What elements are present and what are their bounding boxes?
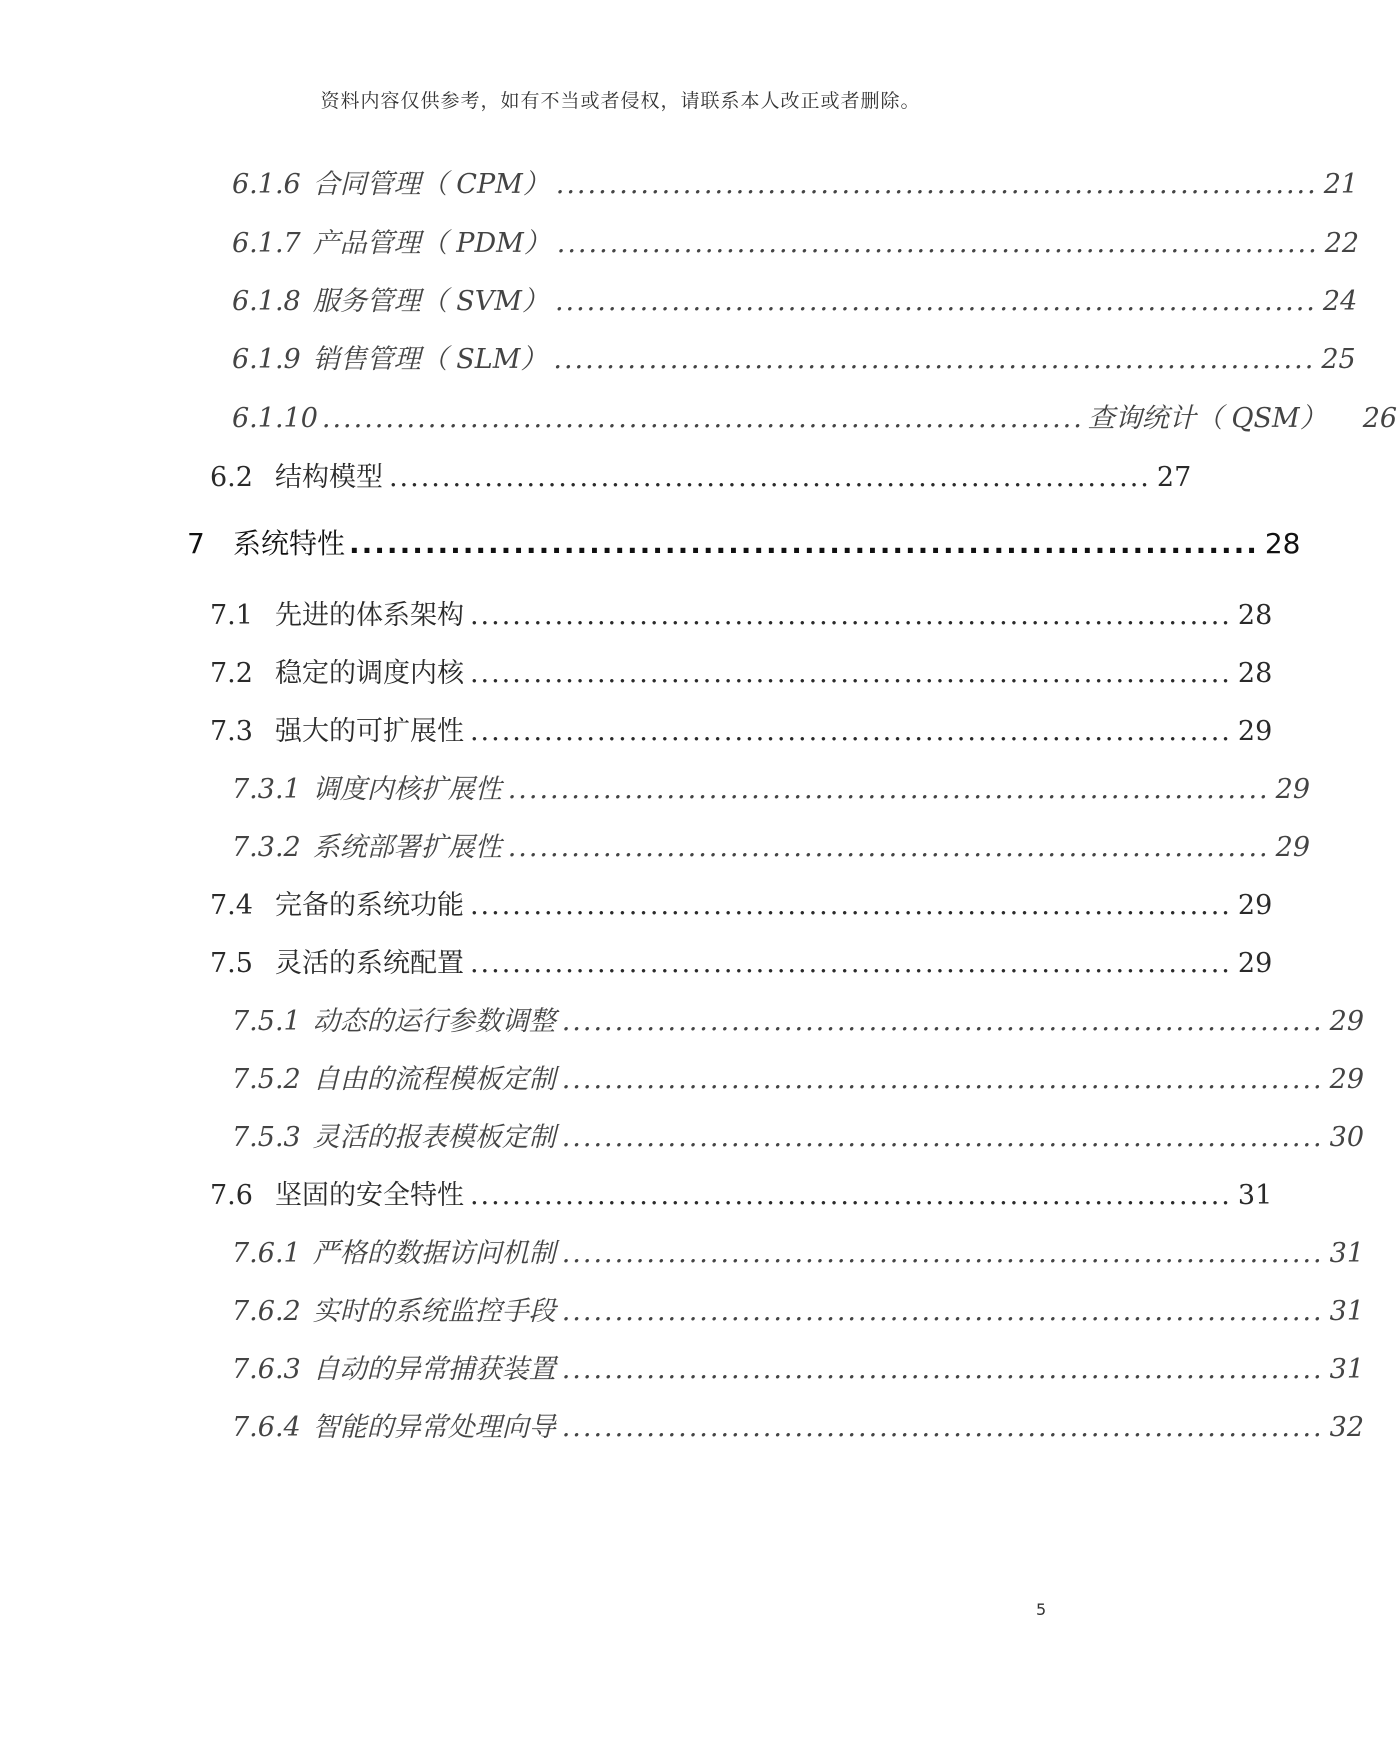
dot-leader: ........................................................................ <box>555 169 1318 200</box>
dot-leader: ........................................................................ <box>556 228 1319 259</box>
toc-entry-title: 严格的数据访问机制 <box>312 1238 556 1269</box>
toc-entry[interactable] <box>210 455 1192 494</box>
toc-entry-number: 7.6.1 <box>232 1238 301 1269</box>
toc-entry-number: 7.3 <box>210 716 253 747</box>
toc-entry-number: 7.6.2 <box>232 1296 301 1327</box>
toc-entry[interactable] <box>232 825 1311 864</box>
toc-entry-title: 灵活的报表模板定制 <box>312 1122 556 1153</box>
toc-entry-number: 7.6.3 <box>232 1354 301 1385</box>
toc-entry[interactable] <box>232 337 1356 376</box>
toc-entry-page: 31 <box>1329 1354 1365 1385</box>
toc-entry-title: 稳定的调度内核 <box>274 658 464 689</box>
dot-leader: ........................................................................ <box>469 948 1232 979</box>
toc-entry-title: 先进的体系架构 <box>274 600 464 631</box>
toc-entry-title: 自动的异常捕获装置 <box>312 1354 556 1385</box>
toc-entry-title: 自由的流程模板定制 <box>312 1064 556 1095</box>
toc-entry-number: 7.3.2 <box>232 832 301 863</box>
toc-entry-number: 7.5.3 <box>232 1122 301 1153</box>
toc-entry-number: 7.4 <box>210 890 253 921</box>
toc-entry-page: 29 <box>1275 774 1311 805</box>
toc-entry-page: 24 <box>1322 286 1358 317</box>
toc-entry-number: 6.1.7 <box>232 228 301 259</box>
toc-entry-title: 系统部署扩展性 <box>312 832 502 863</box>
toc-entry-title: 坚固的安全特性 <box>274 1180 464 1211</box>
toc-entry-title: 系统特性 <box>233 527 346 560</box>
toc-entry-page: 29 <box>1329 1064 1365 1095</box>
toc-entry-page: 29 <box>1237 890 1273 921</box>
toc-entry-page: 29 <box>1237 716 1273 747</box>
toc-entry-number: 7.3.1 <box>232 774 301 805</box>
toc-entry[interactable] <box>210 593 1273 632</box>
toc-entry-page: 28 <box>1237 658 1273 689</box>
page-header-disclaimer: 资料内容仅供参考，如有不当或者侵权，请联系本人改正或者删除。 <box>320 90 921 112</box>
dot-leader: ........................................................................ <box>469 716 1232 747</box>
toc-entry-title: 合同管理（ CPM） <box>312 169 550 200</box>
dot-leader: ........................................................................ <box>507 832 1270 863</box>
toc-entry-page: 31 <box>1329 1296 1365 1327</box>
dot-leader: ........................................................................ <box>561 1412 1324 1443</box>
dot-leader: ........................................................................ <box>469 1180 1232 1211</box>
toc-entry-title: 销售管理（ SLM） <box>312 344 548 375</box>
toc-entry-page: 22 <box>1324 228 1360 259</box>
toc-entry[interactable] <box>232 396 1397 435</box>
toc-entry-number: 7.5 <box>210 948 253 979</box>
toc-entry[interactable] <box>210 941 1273 980</box>
toc-entry-page: 29 <box>1237 948 1273 979</box>
dot-leader: ........................................................................ <box>469 890 1232 921</box>
toc-entry-title: 实时的系统监控手段 <box>312 1296 556 1327</box>
toc-entry[interactable] <box>210 1173 1273 1212</box>
toc-entry-title: 服务管理（ SVM） <box>312 286 549 317</box>
toc-entry-page: 32 <box>1329 1412 1365 1443</box>
toc-entry-page: 31 <box>1237 1180 1273 1211</box>
toc-entry-number: 7.2 <box>210 658 253 689</box>
toc-entry[interactable] <box>232 221 1360 260</box>
toc-entry[interactable] <box>232 1289 1365 1328</box>
toc-entry-page: 25 <box>1321 344 1356 375</box>
dot-leader: ........................................................................ <box>507 774 1270 805</box>
toc-entry-page: 28 <box>1237 600 1273 631</box>
toc-entry-title: 结构模型 <box>274 462 383 493</box>
dot-leader: ........................................................................ <box>561 1354 1324 1385</box>
toc-entry-number: 7.1 <box>210 600 253 631</box>
toc-entry-title: 完备的系统功能 <box>274 890 464 921</box>
dot-leader: ........................................................................ <box>388 462 1151 493</box>
toc-entry-page: 29 <box>1275 832 1311 863</box>
toc-entry-title: 智能的异常处理向导 <box>312 1412 556 1443</box>
toc-entry[interactable] <box>232 767 1311 806</box>
toc-entry-page: 29 <box>1329 1006 1365 1037</box>
toc-entry-number: 7.5.2 <box>232 1064 301 1095</box>
toc-entry-number: 7.6.4 <box>232 1412 301 1443</box>
dot-leader: ........................................................................ <box>561 1064 1324 1095</box>
toc-entry-number: 7 <box>187 527 205 560</box>
toc-entry-title: 产品管理（ PDM） <box>312 228 551 259</box>
toc-entry[interactable] <box>232 1231 1365 1270</box>
toc-entry-title: 灵活的系统配置 <box>274 948 464 979</box>
dot-leader: ........................................................................ <box>561 1122 1324 1153</box>
dot-leader: ........................................................................ <box>554 286 1317 317</box>
toc-entry-number: 7.6 <box>210 1180 253 1211</box>
toc-entry[interactable] <box>210 709 1273 748</box>
toc-entry[interactable] <box>232 1115 1365 1154</box>
toc-entry[interactable] <box>232 1347 1365 1386</box>
toc-entry-page: 26 <box>1362 403 1397 434</box>
toc-entry[interactable] <box>232 1057 1365 1096</box>
toc-entry-number: 7.5.1 <box>232 1006 301 1037</box>
toc-entry-page: 21 <box>1323 169 1359 200</box>
toc-entry-number: 6.1.10 <box>232 403 318 434</box>
toc-entry-number: 6.2 <box>210 462 253 493</box>
dot-leader: ........................................................................ <box>561 1006 1324 1037</box>
dot-leader: ........................................................................ <box>553 344 1316 375</box>
toc-entry[interactable] <box>210 651 1273 690</box>
toc-entry-title: 查询统计（ QSM） <box>1087 403 1327 434</box>
toc-entry-page: 30 <box>1329 1122 1365 1153</box>
toc-chapter-entry[interactable] <box>187 522 1301 562</box>
toc-entry-title: 动态的运行参数调整 <box>312 1006 556 1037</box>
toc-entry-title: 调度内核扩展性 <box>312 774 502 805</box>
toc-entry[interactable] <box>210 883 1273 922</box>
dot-leader: ........................................................................ <box>469 658 1232 689</box>
dot-leader: ........................................................................ <box>561 1296 1324 1327</box>
toc-entry[interactable] <box>232 999 1365 1038</box>
toc-entry[interactable] <box>232 1405 1365 1444</box>
dot-leader: ........................................................................ <box>349 527 1259 560</box>
toc-entry-page: 28 <box>1264 527 1301 560</box>
toc-entry-number: 6.1.9 <box>232 344 301 375</box>
toc-entry[interactable] <box>232 279 1358 318</box>
toc-entry-number: 6.1.6 <box>232 169 301 200</box>
toc-entry-page: 31 <box>1329 1238 1365 1269</box>
page-number: 5 <box>1036 1600 1047 1619</box>
toc-entry-number: 6.1.8 <box>232 286 301 317</box>
toc-entry-page: 27 <box>1156 462 1192 493</box>
dot-leader: ........................................................................ <box>561 1238 1324 1269</box>
dot-leader: ........................................................................ <box>321 403 1084 434</box>
toc-entry-title: 强大的可扩展性 <box>274 716 464 747</box>
dot-leader: ........................................................................ <box>469 600 1232 631</box>
toc-entry[interactable] <box>232 162 1359 201</box>
